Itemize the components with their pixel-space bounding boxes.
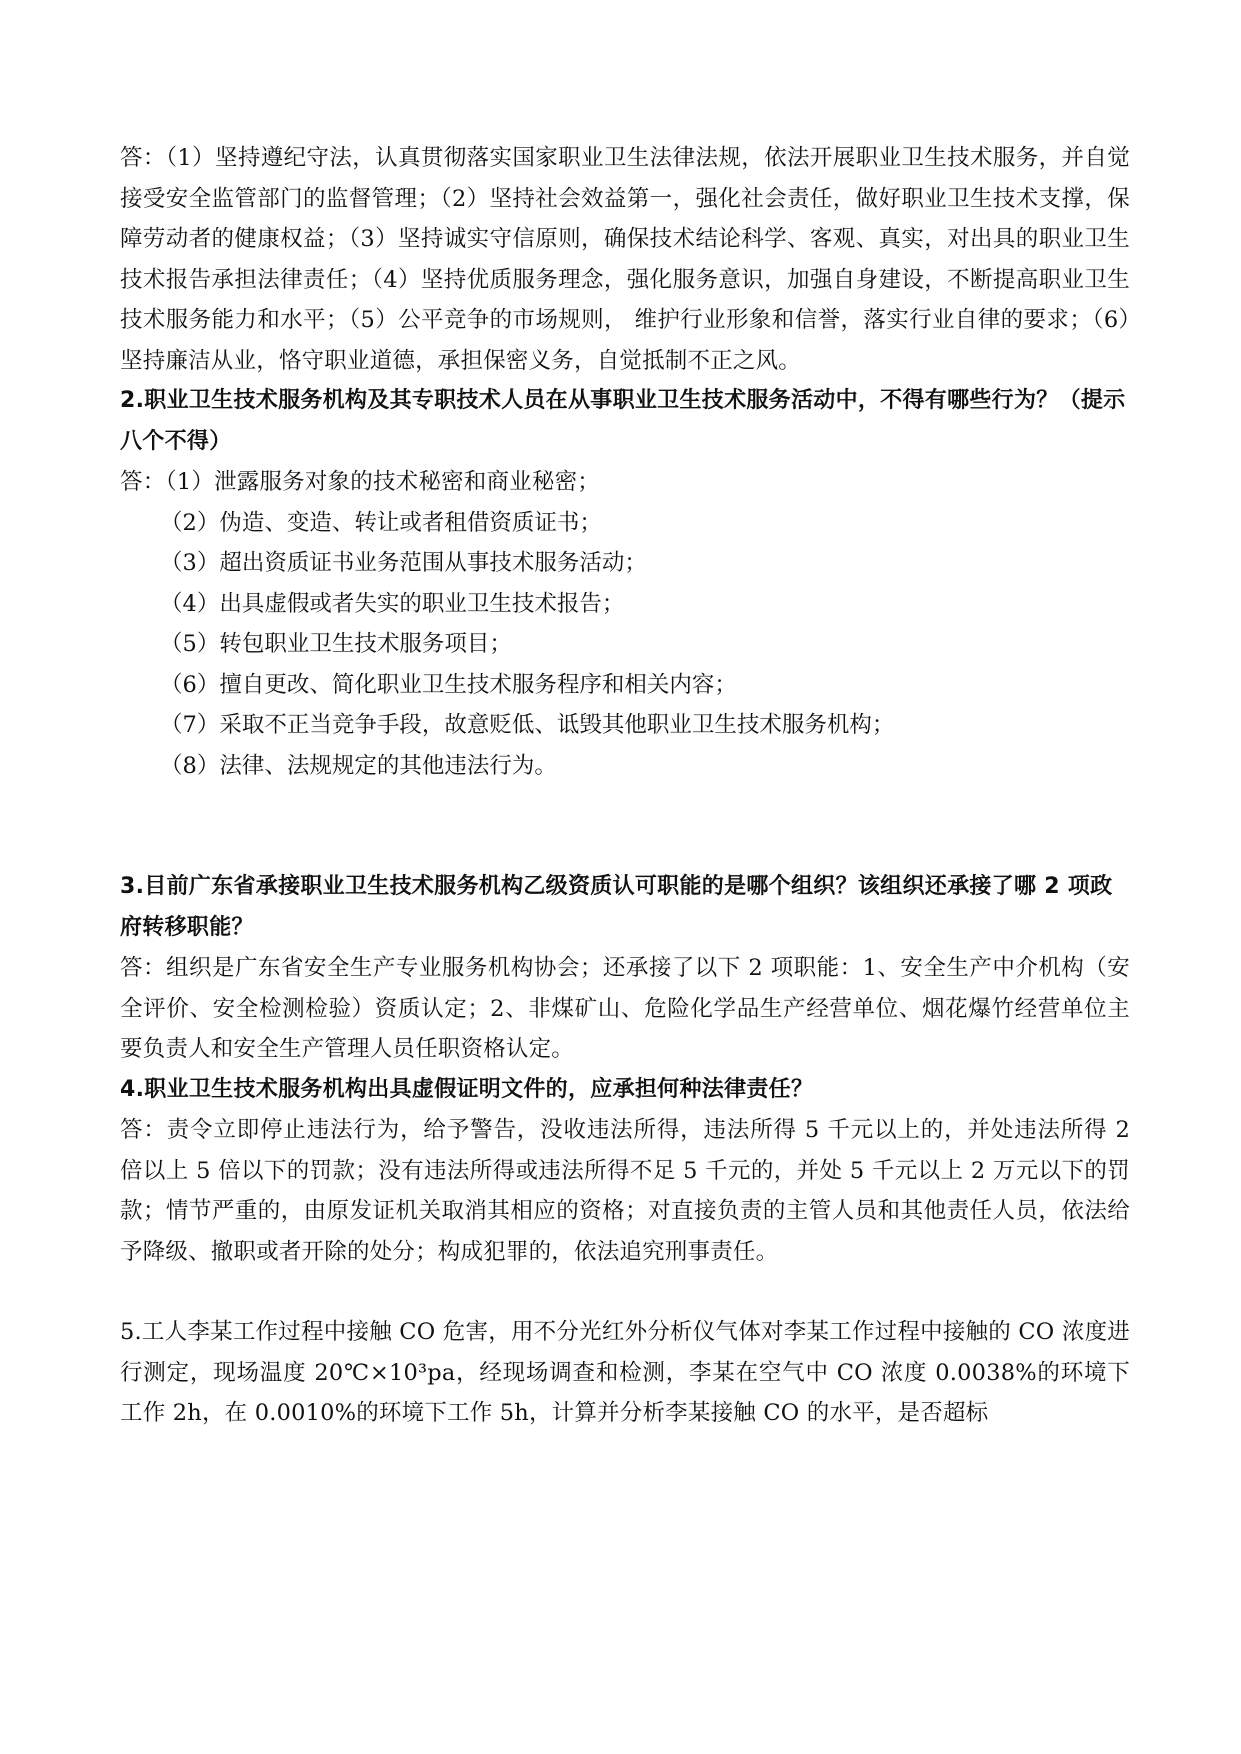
blank-space [120,786,1130,867]
blank-space [120,1272,1130,1312]
question-3: 3.目前广东省承接职业卫生技术服务机构乙级资质认可职能的是哪个组织？该组织还承接了哪 2 项政府转移职能？ [120,874,1113,940]
question-4: 4.职业卫生技术服务机构出具虚假证明文件的，应承担何种法律责任？ [120,1076,814,1102]
answer-2-item: （3）超出资质证书业务范围从事技术服务活动； [160,550,647,576]
answer-2-lead: 答：（1）泄露服务对象的技术秘密和商业秘密； [120,469,600,495]
document-page [120,138,1130,1434]
answer-4: 答：责令立即停止违法行为，给予警告，没收违法所得，违法所得 5 千元以上的，并处违法所得 2 倍以上 5 倍以下的罚款；没有违法所得或违法所得不足 5 千元的，并处 5 千元以上 2 万元以下的罚款；情节严重的，由原发证机关取消其相应的资格；对直接负责的主管人员和其他责任人员，依法给予降级、撤职或者开除的处分；构成犯罪的，依法追究刑事责任。 [120,1117,1130,1265]
answer-2-item: （6）擅自更改、简化职业卫生技术服务程序和相关内容； [160,671,737,698]
answer-3: 答：组织是广东省安全生产专业服务机构协会；还承接了以下 2 项职能：1、安全生产中介机构（安全评价、安全检测检验）资质认定；2、非煤矿山、危险化学品生产经营单位、烟花爆竹经营单位主要负责人和安全生产管理人员任职资格认定。 [120,955,1130,1062]
answer-1: 答：（1）坚持遵纪守法，认真贯彻落实国家职业卫生法律法规，依法开展职业卫生技术服务，并自觉接受安全监管部门的监督管理；（2）坚持社会效益第一，强化社会责任，做好职业卫生技术支撑，保障劳动者的健康权益；（3）坚持诚实守信原则，确保技术结论科学、客观、真实，对出具的职业卫生技术报告承担法律责任；（4）坚持优质服务理念，强化服务意识，加强自身建设，不断提高职业卫生技术服务能力和水平；（5）公平竞争的市场规则， 维护行业形象和信誉，落实行业自律的要求；（6）坚持廉洁从业，恪守职业道德，承担保密义务，自觉抵制不正之风。 [120,145,1130,374]
answer-2-item: （2）伪造、变造、转让或者租借资质证书； [160,509,602,536]
answer-2-item: （8）法律、法规规定的其他违法行为。 [160,752,557,779]
question-5: 5.工人李某工作过程中接触 CO 危害，用不分光红外分析仪气体对李某工作过程中接触的 CO 浓度进行测定，现场温度 20℃×10³pa，经现场调查和检测，李某在空气中 CO 浓度 0.0038%的环境下工作 2h，在 0.0010%的环境下工作 5h，计算并分析李某接触 CO 的水平，是否超标 [120,1319,1130,1426]
question-2: 2.职业卫生技术服务机构及其专职技术人员在从事职业卫生技术服务活动中，不得有哪些行为？（提示八个不得） [120,388,1126,454]
answer-2-item: （7）采取不正当竞争手段，故意贬低、诋毁其他职业卫生技术服务机构； [160,712,895,738]
answer-2-item: （5）转包职业卫生技术服务项目； [160,631,512,657]
answer-2-item: （4）出具虚假或者失实的职业卫生技术报告； [160,590,625,617]
